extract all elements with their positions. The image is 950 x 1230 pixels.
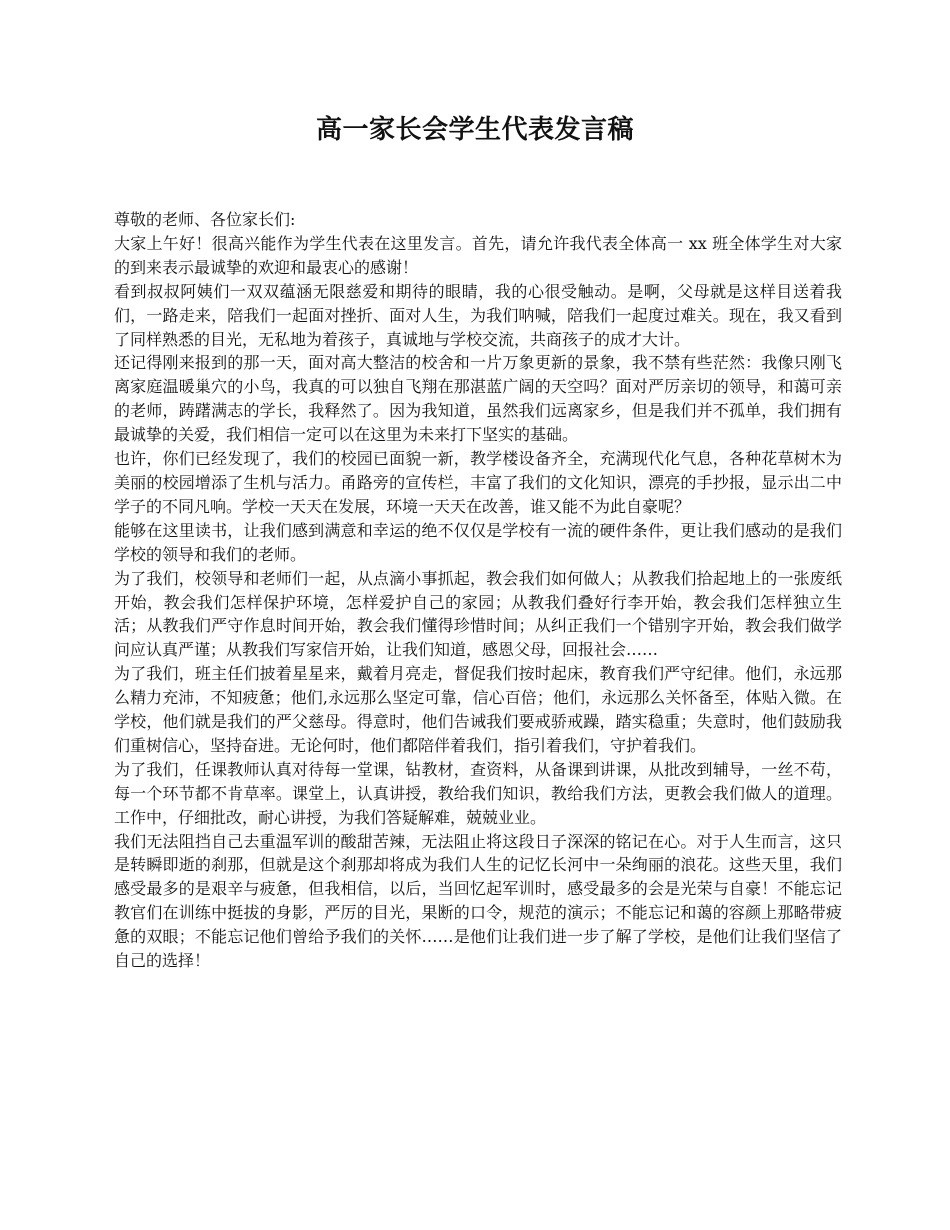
document-body bbox=[114, 208, 842, 973]
paragraph-military-training: 我们无法阻挡自己去重温军训的酸甜苦辣，无法阻止将这段日子深深的铭记在心。对于人生而言，这只是转瞬即逝的刹那，但就是这个刹那却将成为我们人生的记忆长河中一朵绚丽的浪花。这些天里，我们感受最多的是艰辛与疲惫，但我相信，以后，当回忆起军训时，感受最多的会是光荣与自豪！不能忘记教官们在训练中挺拔的身影，严厉的目光，果断的口令，规范的演示；不能忘记和蔼的容颜上那略带疲惫的双眼；不能忘记他们曾给予我们的关怀……是他们让我们进一步了解了学校，是他们让我们坚信了自己的选择！ bbox=[114, 831, 842, 971]
paragraph-parents: 看到叔叔阿姨们一双双蕴涵无限慈爱和期待的眼睛，我的心很受触动。是啊，父母就是这样目送着我们，一路走来，陪我们一起面对挫折、面对人生，为我们呐喊，陪我们一起度过难关。现在，我又看到了同样熟悉的目光，无私地为着孩子，真诚地与学校交流，共商孩子的成才大计。 bbox=[114, 281, 842, 349]
paragraph-head-teachers: 为了我们，班主任们披着星星来，戴着月亮走，督促我们按时起床，教育我们严守纪律。他们，永远那么精力充沛，不知疲惫；他们,永远那么坚定可靠，信心百倍；他们，永远那么关怀备至，体贴入微。在学校，他们就是我们的严父慈母。得意时，他们告诫我们要戒骄戒躁，踏实稳重；失意时，他们鼓励我们重树信心，坚持奋进。无论何时，他们都陪伴着我们，指引着我们，守护着我们。 bbox=[114, 664, 842, 755]
paragraph-opening: 大家上午好！很高兴能作为学生代表在这里发言。首先，请允许我代表全体高一 xx 班全体学生对大家的到来表示最诚挚的欢迎和最衷心的感谢！ bbox=[114, 233, 842, 277]
paragraph-subject-teachers: 为了我们，任课教师认真对待每一堂课，钻教材，查资料，从备课到讲课，从批改到辅导，一丝不苟，每一个环节都不肯草率。课堂上，认真讲授，教给我们知识，教给我们方法，更教会我们做人的道理。工作中，仔细批改，耐心讲授，为我们答疑解难，兢兢业业。 bbox=[114, 759, 842, 827]
paragraph-campus: 也许，你们已经发现了，我们的校园已面貌一新，教学楼设备齐全，充满现代化气息，各种花草树木为美丽的校园增添了生机与活力。甬路旁的宣传栏，丰富了我们的文化知识，漂亮的手抄报，显示出二中学子的不同凡响。学校一天天在发展，环境一天天在改善，谁又能不为此自豪呢？ bbox=[114, 449, 842, 516]
paragraph-greeting: 尊敬的老师、各位家长们: bbox=[114, 210, 296, 229]
document-title: 高一家长会学生代表发言稿 bbox=[315, 115, 634, 145]
paragraph-leaders: 为了我们，校领导和老师们一起，从点滴小事抓起，教会我们如何做人；从教我们拾起地上的一张废纸开始，教会我们怎样保护环境，怎样爱护自己的家园；从教我们叠好行李开始，教会我们怎样独立生活；从教我们严守作息时间开始，教会我们懂得珍惜时间；从纠正我们一个错别字开始，教会我们做学问应认真严谨；从教我们写家信开始，让我们知道，感恩父母，回报社会…… bbox=[114, 568, 842, 660]
paragraph-gratitude: 能够在这里读书，让我们感到满意和幸运的绝不仅仅是学校有一流的硬件条件，更让我们感动的是我们学校的领导和我们的老师。 bbox=[114, 520, 842, 564]
paragraph-first-day: 还记得刚来报到的那一天，面对高大整洁的校舍和一片万象更新的景象，我不禁有些茫然：我像只刚飞离家庭温暖巢穴的小鸟，我真的可以独自飞翔在那湛蓝广阔的天空吗？面对严厉亲切的领导，和蔼可亲的老师，踌躇满志的学长，我释然了。因为我知道，虽然我们远离家乡，但是我们并不孤单，我们拥有最诚挚的关爱，我们相信一定可以在这里为未来打下坚实的基础。 bbox=[114, 353, 842, 445]
